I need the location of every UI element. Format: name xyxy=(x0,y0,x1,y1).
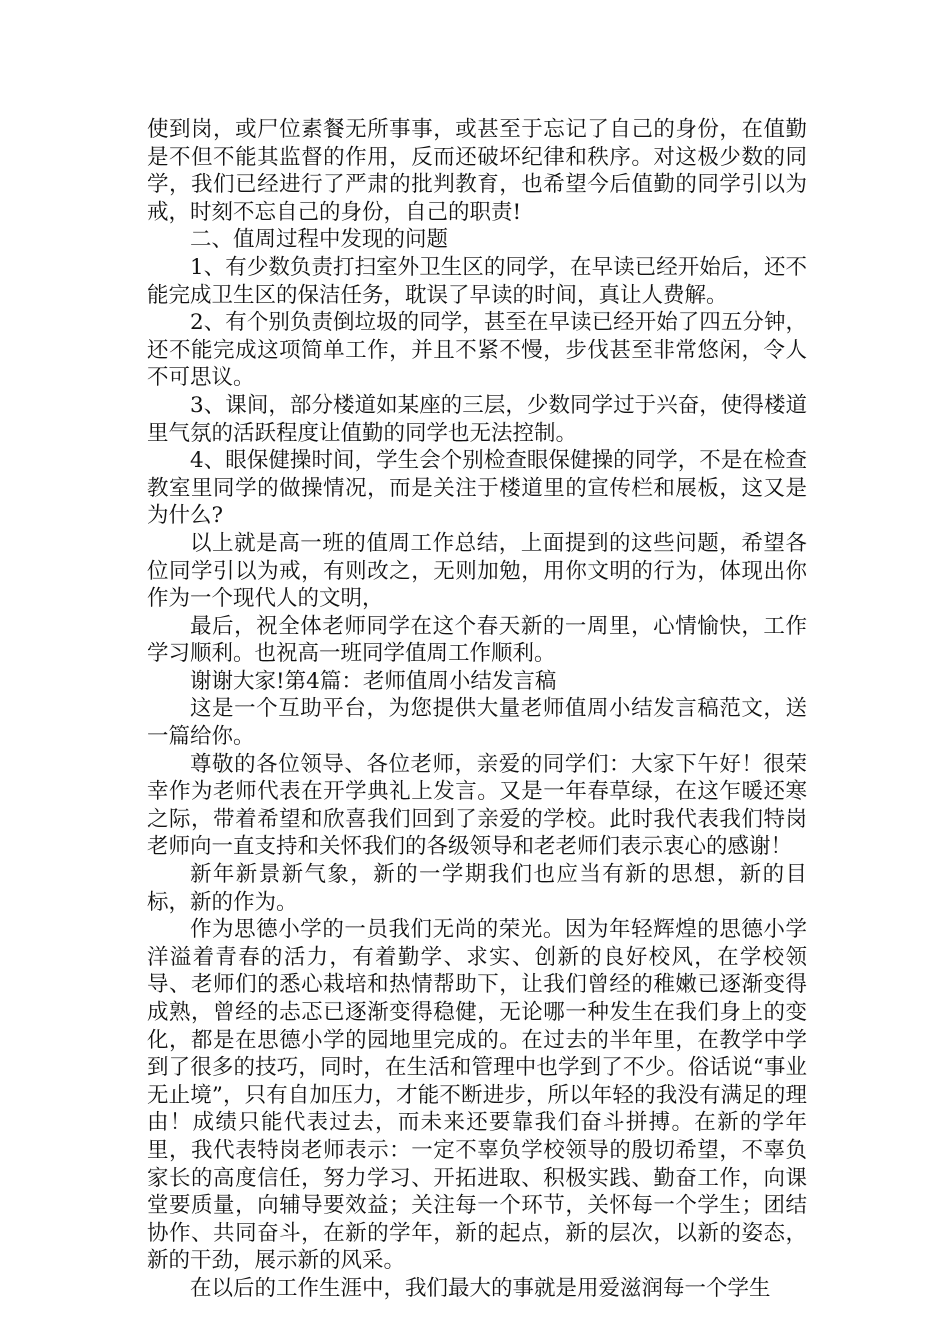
school-pride-paragraph: 作为思德小学的一员我们无尚的荣光。因为年轻辉煌的思德小学洋溢着青春的活力，有着勤学、求实、创新的良好校风，在学校领导、老师们的悉心栽培和热情帮助下，让我们曾经的稚嫩已逐渐变得成熟，曾经的忐忑已逐渐变得稳健，无论哪一种发生在我们身上的变化，都是在思德小学的园地里完成的。在过去的半年里，在教学中学到了很多的技巧，同时，在生活和管理中也学到了不少。俗话说“事业无止境”，只有自加压力，才能不断进步，所以年轻的我没有满足的理由！成绩只能代表过去，而未来还要靠我们奋斗拼搏。在新的学年里，我代表特岗老师表示：一定不辜负学校领导的殷切希望，不辜负家长的高度信任，努力学习、开拓进取、积极实践、勤奋工作，向课堂要质量，向辅导要效益；关注每一个环节，关怀每一个学生；团结协作、共同奋斗，在新的学年，新的起点，新的层次，以新的姿态，新的干劲，展示新的风采。 xyxy=(147,917,807,1274)
problem-item-1: 1、有少数负责打扫室外卫生区的同学，在早读已经开始后，还不能完成卫生区的保洁任务，耽误了早读的时间，真让人费解。 xyxy=(147,254,807,308)
problem-item-2: 2、有个别负责倒垃圾的同学，甚至在早读已经开始了四五分钟，还不能完成这项简单工作，并且不紧不慢，步伐甚至非常悠闲，令人不可思议。 xyxy=(147,310,807,391)
section-heading-problems: 二、值周过程中发现的问题 xyxy=(190,227,449,253)
new-year-paragraph: 新年新景新气象，新的一学期我们也应当有新的思想，新的目标，新的作为。 xyxy=(147,862,807,915)
greeting-paragraph: 尊敬的各位领导、各位老师，亲爱的同学们：大家下午好！很荣幸作为老师代表在开学典礼上发言。又是一年春草绿，在这乍暖还寒之际，带着希望和欣喜我们回到了亲爱的学校。此时我代表我们特岗老师向一直支持和关怀我们的各级领导和老老师们表示衷心的感谢！ xyxy=(147,751,807,860)
closing-wishes-paragraph: 最后，祝全体老师同学在这个春天新的一周里，心情愉快，工作学习顺利。也祝高一班同学值周工作顺利。 xyxy=(147,613,807,667)
article-4-title: 谢谢大家!第4篇：老师值周小结发言稿 xyxy=(190,668,557,694)
intro-paragraph: 这是一个互助平台，为您提供大量老师值周小结发言稿范文，送一篇给你。 xyxy=(147,696,807,750)
paragraph-continuation: 使到岗，或尸位素餐无所事事，或甚至于忘记了自己的身份，在值勤是不但不能其监督的作用，反而还破坏纪律和秩序。对这极少数的同学，我们已经进行了严肃的批判教育，也希望今后值勤的同学引以为戒，时刻不忘自己的身份，自己的职责! xyxy=(147,117,807,225)
future-career-paragraph: 在以后的工作生涯中，我们最大的事就是用爱滋润每一个学生 xyxy=(190,1275,771,1301)
document-page xyxy=(147,116,807,1303)
problem-item-4: 4、眼保健操时间，学生会个别检查眼保健操的同学，不是在检查教室里同学的做操情况，而是关注于楼道里的宣传栏和展板，这又是为什么? xyxy=(147,448,807,529)
problem-item-3: 3、课间，部分楼道如某座的三层，少数同学过于兴奋，使得楼道里气氛的活跃程度让值勤的同学也无法控制。 xyxy=(147,392,807,446)
summary-paragraph: 以上就是高一班的值周工作总结，上面提到的这些问题，希望各位同学引以为戒，有则改之，无则加勉，用你文明的行为，体现出你作为一个现代人的文明， xyxy=(147,530,807,612)
